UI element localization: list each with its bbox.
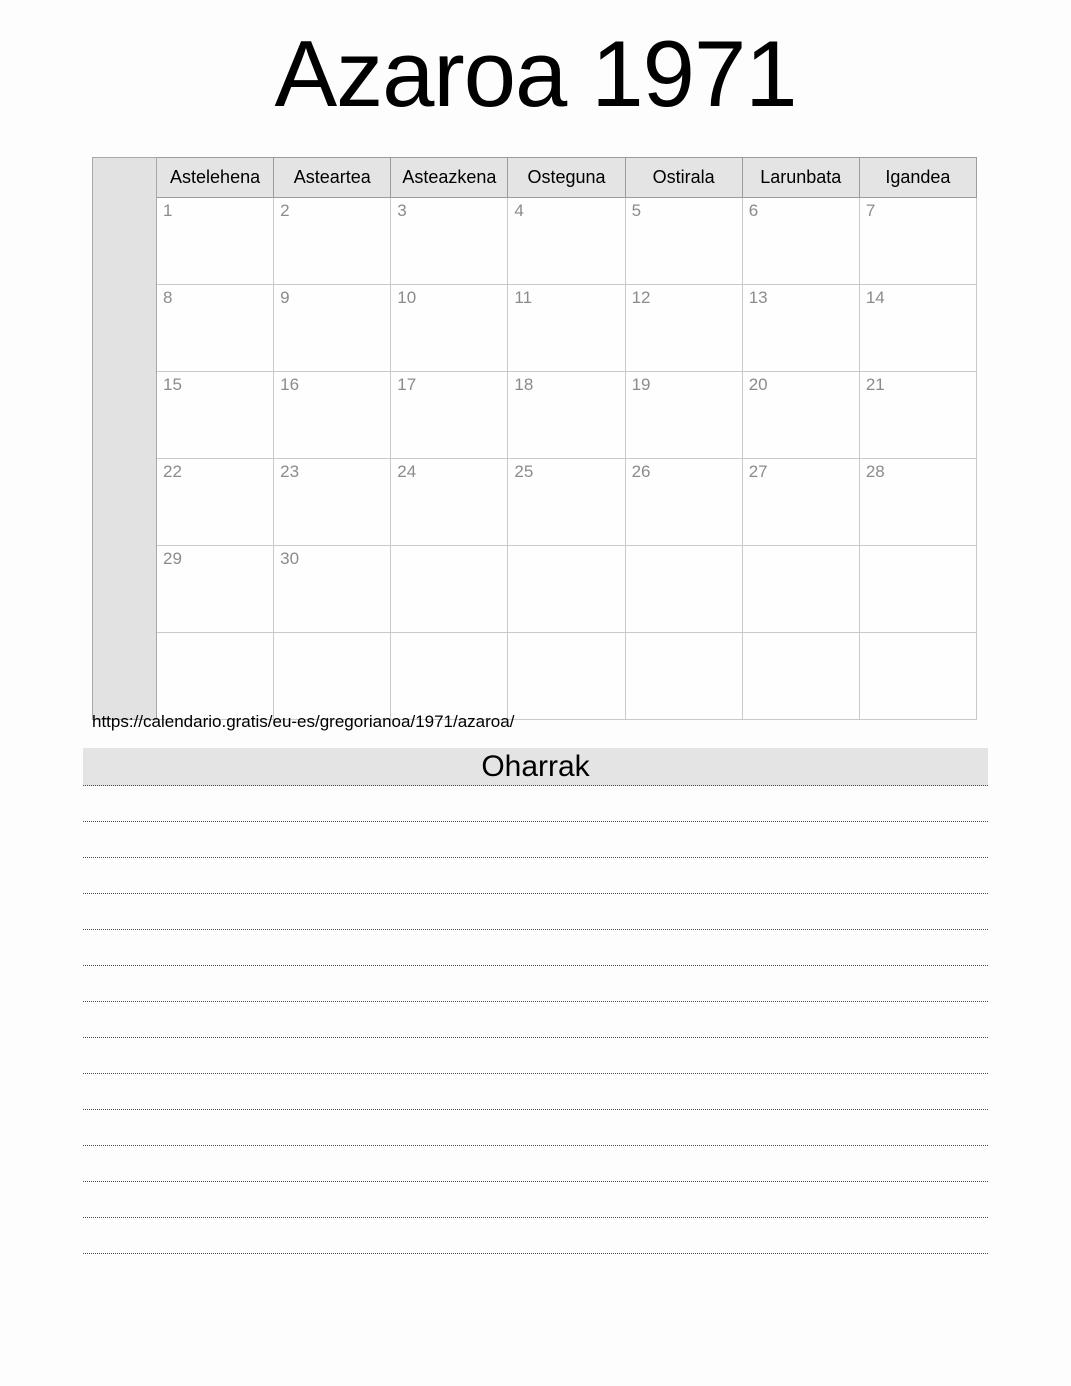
calendar-week-row	[93, 285, 977, 372]
day-cell: 30	[274, 546, 391, 633]
day-cell: 8	[157, 285, 274, 372]
empty-day-cell	[742, 633, 859, 720]
empty-day-cell	[859, 633, 976, 720]
week-number-column	[93, 158, 157, 720]
day-cell: 5	[625, 198, 742, 285]
day-cell: 2	[274, 198, 391, 285]
empty-day-cell	[157, 633, 274, 720]
day-cell: 1	[157, 198, 274, 285]
day-header-monday: Astelehena	[157, 158, 274, 198]
notes-title: Oharrak	[83, 748, 988, 786]
day-cell: 16	[274, 372, 391, 459]
day-header-friday: Ostirala	[625, 158, 742, 198]
source-url-text: https://calendario.gratis/eu-es/gregorianoa/1971/azaroa/	[92, 712, 515, 731]
day-cell: 17	[391, 372, 508, 459]
day-cell: 19	[625, 372, 742, 459]
day-cell: 25	[508, 459, 625, 546]
note-line	[83, 1218, 988, 1254]
day-cell: 24	[391, 459, 508, 546]
calendar-body	[93, 158, 977, 720]
note-line	[83, 1074, 988, 1110]
empty-day-cell	[625, 633, 742, 720]
empty-day-cell	[508, 546, 625, 633]
day-cell: 12	[625, 285, 742, 372]
note-line	[83, 1182, 988, 1218]
note-line	[83, 966, 988, 1002]
empty-day-cell	[859, 546, 976, 633]
day-cell: 23	[274, 459, 391, 546]
empty-day-cell	[508, 633, 625, 720]
calendar-table	[92, 157, 977, 720]
day-cell: 18	[508, 372, 625, 459]
day-cell: 27	[742, 459, 859, 546]
calendar-week-row	[93, 633, 977, 720]
day-cell: 20	[742, 372, 859, 459]
calendar-week-row	[93, 546, 977, 633]
day-cell: 29	[157, 546, 274, 633]
note-line	[83, 1146, 988, 1182]
note-line	[83, 1002, 988, 1038]
day-cell: 22	[157, 459, 274, 546]
day-cell: 26	[625, 459, 742, 546]
day-cell: 10	[391, 285, 508, 372]
day-header-tuesday: Asteartea	[274, 158, 391, 198]
day-cell: 6	[742, 198, 859, 285]
calendar-header-row	[93, 158, 977, 198]
day-cell: 14	[859, 285, 976, 372]
calendar-week-row	[93, 372, 977, 459]
day-cell: 4	[508, 198, 625, 285]
day-cell: 9	[274, 285, 391, 372]
day-cell: 13	[742, 285, 859, 372]
day-header-thursday: Osteguna	[508, 158, 625, 198]
empty-day-cell	[391, 546, 508, 633]
empty-day-cell	[625, 546, 742, 633]
note-line	[83, 786, 988, 822]
day-cell: 3	[391, 198, 508, 285]
note-line	[83, 894, 988, 930]
day-cell: 21	[859, 372, 976, 459]
notes-lines	[83, 786, 988, 1254]
day-cell: 15	[157, 372, 274, 459]
empty-day-cell	[742, 546, 859, 633]
note-line	[83, 1110, 988, 1146]
day-header-sunday: Igandea	[859, 158, 976, 198]
calendar-week-row	[93, 198, 977, 285]
day-header-saturday: Larunbata	[742, 158, 859, 198]
note-line	[83, 822, 988, 858]
empty-day-cell	[274, 633, 391, 720]
day-header-wednesday: Asteazkena	[391, 158, 508, 198]
day-cell: 11	[508, 285, 625, 372]
day-cell: 28	[859, 459, 976, 546]
empty-day-cell	[391, 633, 508, 720]
page-title: Azaroa 1971	[274, 21, 797, 126]
day-cell: 7	[859, 198, 976, 285]
note-line	[83, 930, 988, 966]
note-line	[83, 858, 988, 894]
calendar-week-row	[93, 459, 977, 546]
note-line	[83, 1038, 988, 1074]
notes-section	[83, 748, 988, 1254]
